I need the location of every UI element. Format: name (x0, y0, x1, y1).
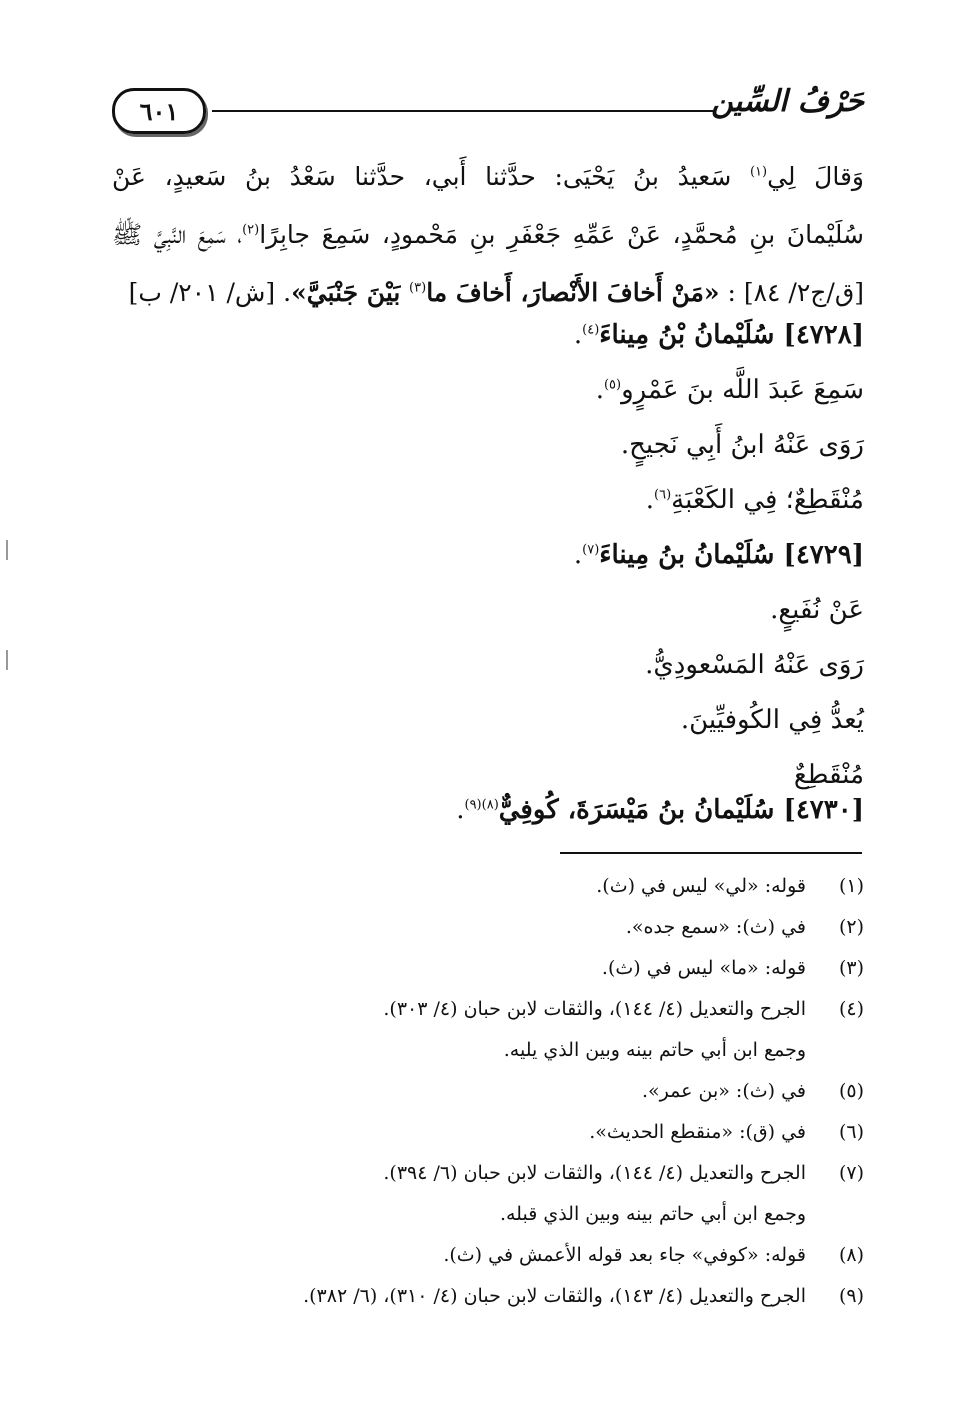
entry-line: مُنْقَطِعٌ؛ فِي الكَعْبَةِ$^{(٦)}$. (645, 485, 864, 515)
page-number-badge (112, 88, 206, 134)
intro-line-2: سُلَيْمانَ بنِ مُحمَّدٍ، عَنْ عَمِّهِ جَعْفَرِ بنِ مَحْمودٍ، سَمِعَ جابِرًا$^{(٢)}$، سَمِعَ النَّبِيَّ ﷺ (112, 220, 865, 249)
footnote-item: (٨)قوله: «كوفي» جاء بعد قوله الأعمش في (ث). (443, 1244, 864, 1266)
header-rule (212, 110, 714, 112)
scan-margin-mark (6, 540, 8, 560)
entry-line: [٤٧٣٠] سُلَيْمانُ بنُ مَيْسَرَةَ، كُوفِيٌّ$^{(٨)(٩)}$. (456, 795, 864, 825)
entry-line: رَوَى عَنْهُ ابنُ أَبِي نَجيحٍ. (620, 430, 864, 460)
page-number: ٦٠١ (139, 96, 179, 126)
running-title: حَرْفُ السِّين (711, 84, 864, 119)
entry-line: عَنْ نُفَيعٍ. (770, 595, 864, 625)
footnote-continuation: وجمع ابن أبي حاتم بينه وبين الذي يليه. (503, 1039, 806, 1061)
entry-line: [٤٧٢٩] سُلَيْمانُ بنُ مِيناءَ$^{(٧)}$. (573, 540, 864, 570)
entry-line: سَمِعَ عَبدَ اللَّه بنَ عَمْرٍو$^{(٥)}$. (595, 375, 864, 405)
footnote-item: (٩)الجرح والتعديل (٤/ ١٤٣)، والثقات لابن حبان (٤/ ٣١٠)، (٦/ ٣٨٢). (303, 1285, 864, 1307)
scan-margin-mark (6, 650, 8, 670)
entry-line: مُنْقَطِعٌ (793, 760, 864, 790)
entry-line: [٤٧٢٨] سُلَيْمانُ بْنُ مِيناءَ$^{(٤)}$. (573, 320, 864, 350)
footnote-continuation: وجمع ابن أبي حاتم بينه وبين الذي قبله. (499, 1203, 806, 1225)
footnote-item: (٦)في (ق): «منقطع الحديث». (589, 1121, 864, 1143)
footnote-item: (٣)قوله: «ما» ليس في (ث). (601, 957, 864, 979)
footnote-item: (٤)الجرح والتعديل (٤/ ١٤٤)، والثقات لابن حبان (٤/ ٣٠٣). (383, 998, 864, 1020)
footnote-ref: (٢) (242, 222, 260, 238)
intro-line-1: وَقالَ لِي$^{(١)}$ سَعيدُ بنُ يَحْيَى: حدَّثنا أَبي، حدَّثنا سَعْدُ بنُ سَعيدٍ، عَنْ (112, 162, 864, 191)
footnote-item: (١)قوله: «لي» ليس في (ث). (596, 875, 864, 897)
footnote-ref: (١) (749, 164, 768, 180)
page-header (112, 84, 864, 134)
entry-line: يُعدُّ فِي الكُوفيِّينَ. (680, 705, 864, 735)
intro-line-3: [ق/ج٢/ ٨٤] : «مَنْ أَخافَ الأَنْصارَ، أَخافَ ما$^{(٣)}$ بَيْنَ جَنْبَيَّ». [ش/ ٢٠١/ ب] (128, 278, 864, 307)
entry-line: رَوَى عَنْهُ المَسْعودِيُّ. (645, 650, 864, 680)
footnote-ref: (٣) (409, 280, 427, 296)
footnote-item: (٧)الجرح والتعديل (٤/ ١٤٤)، والثقات لابن حبان (٦/ ٣٩٤). (383, 1162, 864, 1184)
footnote-separator (560, 852, 862, 854)
entries-block (112, 320, 864, 840)
footnote-item: (٥)في (ث): «بن عمر». (642, 1080, 864, 1102)
footnote-item: (٢)في (ث): «سمع جده». (625, 916, 864, 938)
